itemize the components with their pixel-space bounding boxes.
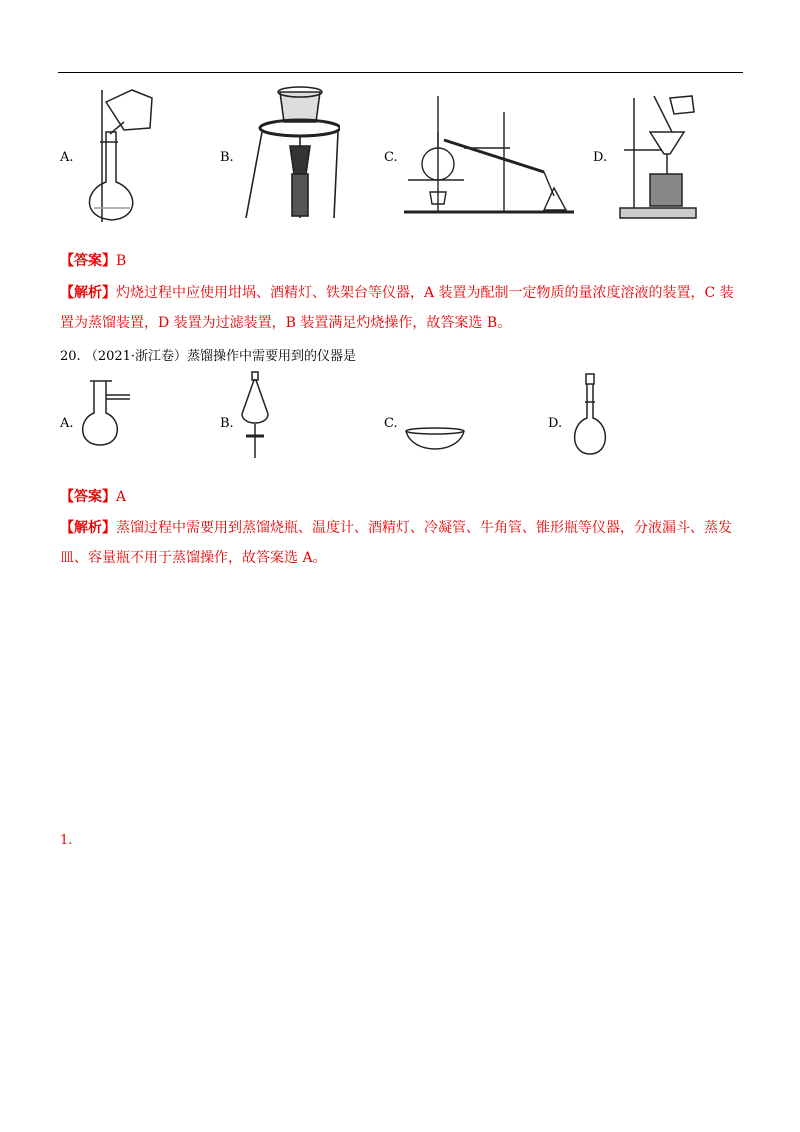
q20-analysis-line-2: 皿、容量瓶不用于蒸馏操作，故答案选 A。	[60, 550, 327, 566]
q20-stem	[60, 345, 356, 364]
q20-option-b-label: B.	[220, 416, 234, 431]
volumetric-flask-pouring-icon	[80, 82, 160, 222]
q19-option-d-label: D.	[593, 150, 608, 165]
answer-tag: 【答案】	[60, 253, 116, 269]
q20-option-a-label: A.	[60, 416, 74, 431]
analysis-tag: 【解析】	[60, 285, 116, 301]
answer-value: B	[116, 253, 127, 269]
q19-answer	[60, 250, 126, 270]
analysis-tag: 【解析】	[60, 520, 116, 536]
filtration-setup-icon	[614, 92, 704, 220]
volumetric-flask-icon	[568, 372, 612, 458]
analysis-text: 蒸馏过程中需要用到蒸馏烧瓶、温度计、酒精灯、冷凝管、牛角管、锥形瓶等仪器，分液漏斗、蒸发	[116, 520, 732, 536]
q20-analysis-line-1	[60, 517, 732, 537]
q20-answer	[60, 486, 126, 506]
q19-option-c-label: C.	[384, 150, 398, 165]
q19-option-b-label: B.	[220, 150, 234, 165]
q19-analysis-line-2: 置为蒸馏装置，D 装置为过滤装置，B 装置满足灼烧操作，故答案选 B。	[60, 315, 512, 331]
q20-option-c-label: C.	[384, 416, 398, 431]
answer-tag: 【答案】	[60, 489, 116, 505]
question-number: 20.	[60, 349, 81, 364]
crucible-on-tripod-burner-icon	[240, 82, 340, 222]
q20-option-d-label: D.	[548, 416, 563, 431]
q19-option-a-label: A.	[60, 150, 74, 165]
analysis-text: 灼烧过程中应使用坩埚、酒精灯、铁架台等仪器，A 装置为配制一定物质的量浓度溶液的装置，C 装	[116, 285, 734, 301]
q19-analysis-line-1	[60, 282, 734, 302]
separatory-funnel-icon	[236, 370, 276, 460]
distillation-apparatus-icon	[404, 92, 574, 218]
answer-value: A	[116, 489, 127, 505]
footer-number: 1.	[60, 833, 73, 848]
question-text: 蒸馏操作中需要用到的仪器是	[187, 349, 357, 364]
header-rule	[58, 72, 743, 73]
question-source: （2021·浙江卷）	[84, 349, 188, 364]
evaporating-dish-icon	[404, 425, 466, 455]
distillation-flask-icon	[76, 375, 136, 447]
